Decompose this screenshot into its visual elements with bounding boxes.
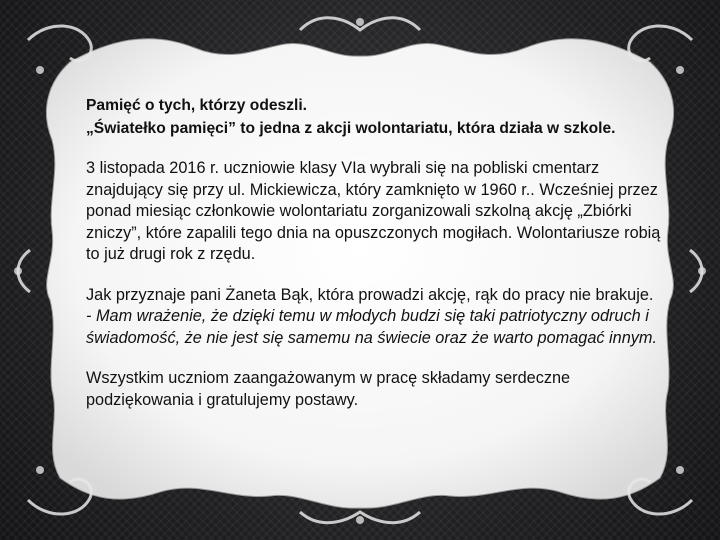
heading bbox=[86, 94, 666, 140]
paragraph-quote bbox=[86, 285, 666, 350]
slide-content bbox=[86, 94, 666, 430]
quote-intro: Jak przyznaje pani Żaneta Bąk, która prowadzi akcję, rąk do pracy nie brakuje. bbox=[86, 285, 654, 304]
paragraph-cemetery: 3 listopada 2016 r. uczniowie klasy VIa wybrali się na pobliski cmentarz znajdujący się przy ul. Mickiewicza, który zamknięto w 1960 r.. Wcześniej przez ponad miesiąc członkowie wolontariatu zorganizowali szkolną akcję „Zbiórki zniczy”, które zapalili tego dnia na opuszczonych mogiłach. Wolontariusze robią to już drugi rok z rzędu. bbox=[86, 159, 661, 263]
paragraph-thanks: Wszystkim uczniom zaangażowanym w pracę składamy serdeczne podziękowania i gratulujemy postawy. bbox=[86, 369, 571, 409]
heading-title: Pamięć o tych, którzy odeszli. bbox=[86, 97, 307, 114]
heading-subtitle: „Światełko pamięci” to jedna z akcji wolontariatu, która działa w szkole. bbox=[86, 120, 616, 137]
quote-text: - Mam wrażenie, że dzięki temu w młodych budzi się taki patriotyczny odruch i świadomość, że nie jest się samemu na świecie oraz że warto pomagać innym. bbox=[86, 307, 657, 347]
